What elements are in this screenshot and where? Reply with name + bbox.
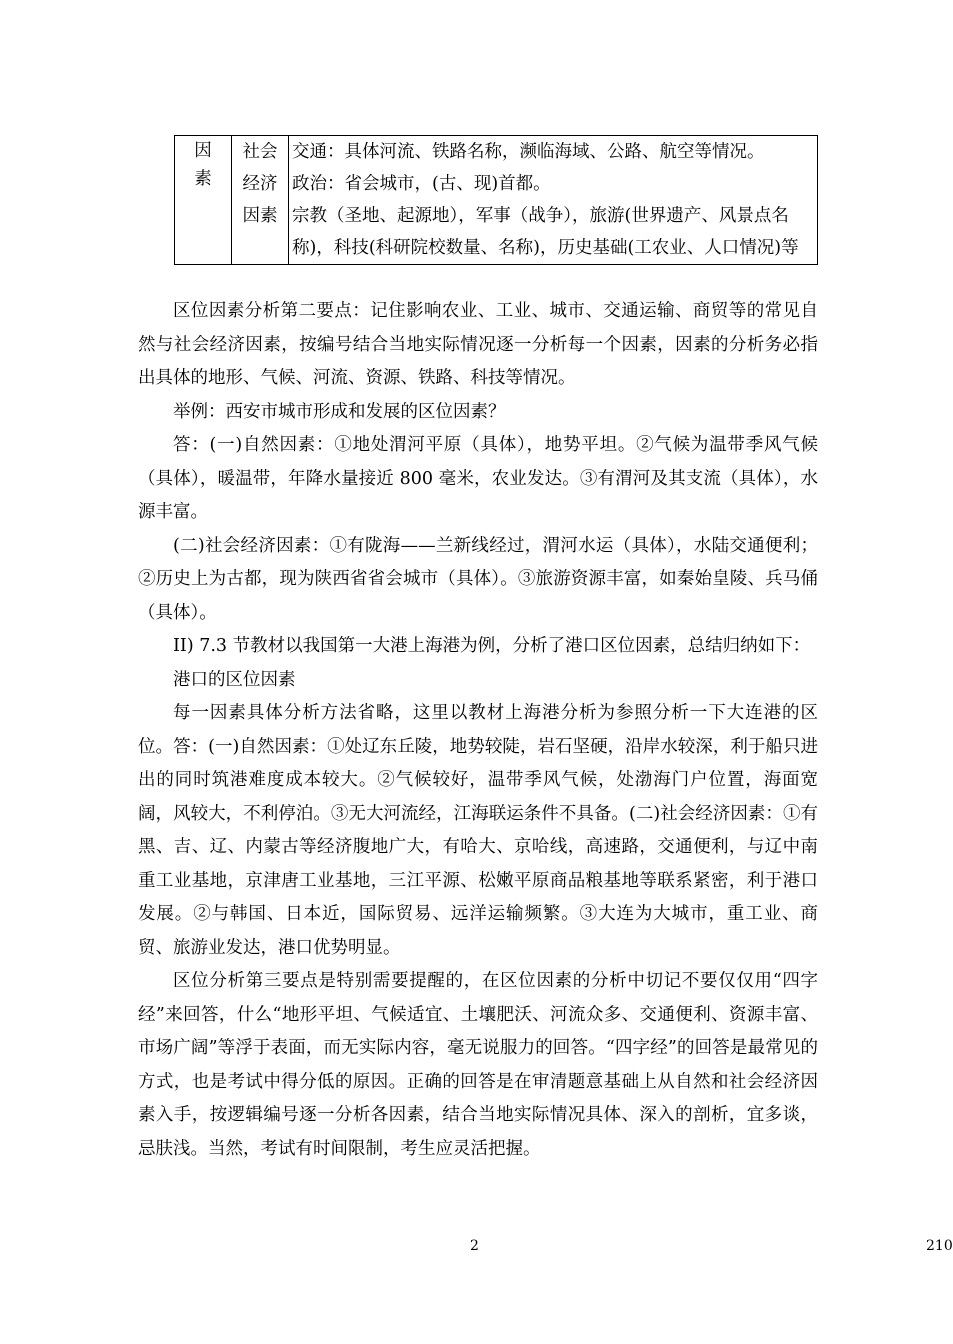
politics-row: 政治：省会城市，(古、现)首都。 [292, 174, 551, 194]
page-number: 2 [470, 1238, 479, 1254]
factor-label-cell [175, 136, 232, 265]
paragraph-answer-natural: 答：(一)自然因素：①地处渭河平原（具体），地势平坦。②气候为温带季风气候（具体），暖温带，年降水量接近 800 毫米，农业发达。③有渭河及其支流（具体），水源丰富。 [138, 435, 818, 522]
other-factors-row-1: 宗教（圣地、起源地），军事（战争），旅游(世界遗产、风景点名 [292, 206, 789, 226]
transport-row: 交通：具体河流、铁路名称，濒临海域、公路、航空等情况。 [292, 142, 765, 162]
paragraph-port-heading: 港口的区位因素 [173, 669, 296, 690]
socioeconomic-label-line-1: 社会 [242, 142, 278, 162]
paragraph-second-point: 区位因素分析第二要点：记住影响农业、工业、城市、交通运输、商贸等的常见自然与社会经济因素，按编号结合当地实际情况逐一分析每一个因素，因素的分析务必指出具体的地形、气候、河流、资源、铁路、科技等情况。 [138, 301, 818, 388]
paragraph-answer-social: (二)社会经济因素：①有陇海——兰新线经过，渭河水运（具体），水陆交通便利；②历史上为古都，现为陕西省省会城市（具体）。③旅游资源丰富，如秦始皇陵、兵马俑（具体）。 [138, 535, 818, 623]
paragraph-example-question: 举例：西安市城市形成和发展的区位因素？ [173, 401, 506, 422]
paragraph-dalian-analysis: 每一因素具体分析方法省略，这里以教材上海港分析为参照分析一下大连港的区位。答：(一)自然因素：①处辽东丘陵，地势较陡，岩石坚硬，沿岸水较深，利于船只进出的同时筑港难度成本较大。②气候较好，温带季风气候，处渤海门户位置，海面宽阔，风较大，不利停泊。③无大河流经，江海联运条件不具备。(二)社会经济因素：①有黑、吉、辽、内蒙古等经济腹地广大，有哈大、京哈线，高速路，交通便利，与辽中南重工业基地，京津唐工业基地，三江平源、松嫩平原商品粮基地等联系紧密，利于港口发展。②与韩国、日本近，国际贸易、远洋运输频繁。③大连为大城市，重工业、商贸、旅游业发达，港口优势明显。 [138, 703, 818, 958]
factor-label-char-1: 因 [194, 141, 212, 161]
socioeconomic-label-line-3: 因素 [242, 206, 278, 226]
socioeconomic-label-cell [232, 136, 289, 265]
socioeconomic-detail-cell [289, 136, 818, 265]
page-total: 210 [926, 1238, 953, 1254]
document-body [138, 295, 818, 1166]
other-factors-row-2: 称)，科技(科研院校数量、名称)，历史基础(工农业、人口情况)等 [292, 238, 799, 258]
paragraph-port-intro: II) 7.3 节教材以我国第一大港上海港为例，分析了港口区位因素，总结归纳如下： [173, 636, 811, 656]
location-factor-table [174, 135, 818, 265]
socioeconomic-label-line-2: 经济 [242, 174, 278, 194]
paragraph-third-point: 区位分析第三要点是特别需要提醒的，在区位因素的分析中切记不要仅仅用“四字经”来回答，什么“地形平坦、气候适宜、土壤肥沃、河流众多、交通便利、资源丰富、市场广阔”等浮于表面，而无实际内容，毫无说服力的回答。“四字经”的回答是最常见的方式，也是考试中得分低的原因。正确的回答是在审清题意基础上从自然和社会经济因素入手，按逻辑编号逐一分析各因素，结合当地实际情况具体、深入的剖析，宜多谈，忌肤浅。当然，考试有时间限制，考生应灵活把握。 [138, 971, 818, 1159]
factor-label-char-2: 素 [194, 169, 212, 189]
